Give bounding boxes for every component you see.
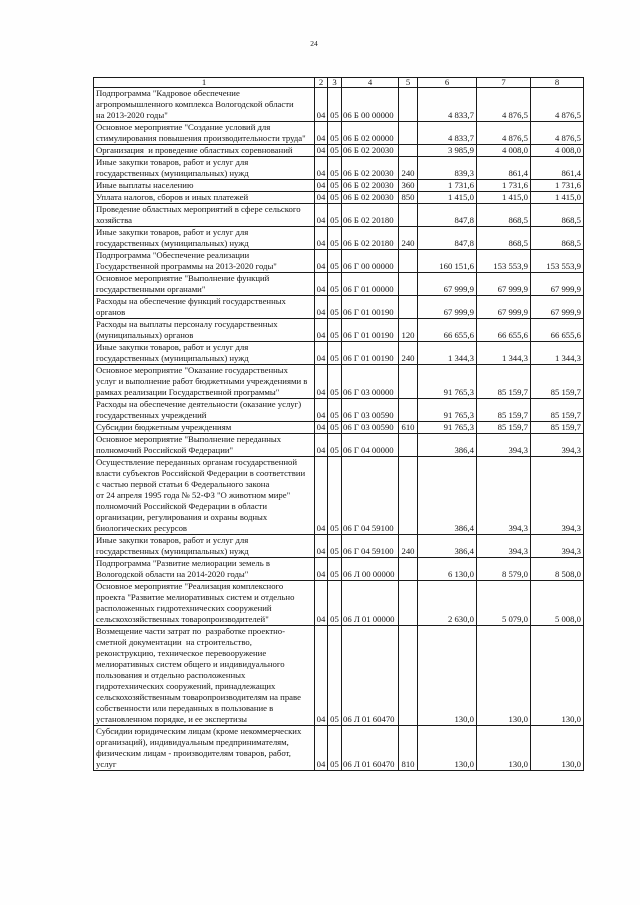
code-cell: 06 Б 02 20030 [342,192,399,204]
description-cell: Основное мероприятие "Выполнение переданных полномочий Российской Федерации" [94,434,315,457]
column-number-header: 6 [418,78,477,88]
code-cell: 05 [328,558,342,581]
table-row [94,434,584,457]
column-number-header: 7 [477,78,531,88]
description-cell: Субсидии юридическим лицам (кроме некоммерческих организаций), индивидуальным предпринимателям, физическим лицам - производителям товаров, работ, услуг [94,726,315,771]
description-cell: Организация и проведение областных соревнований [94,145,315,157]
table-row [94,558,584,581]
amount-cell: 394,3 [477,457,531,535]
table-row [94,145,584,157]
amount-cell: 4 876,5 [531,88,584,122]
amount-cell: 85 159,7 [531,422,584,434]
amount-cell: 8 508,0 [531,558,584,581]
amount-cell: 1 415,0 [418,192,477,204]
description-cell: Иные выплаты населению [94,180,315,192]
amount-cell: 91 765,3 [418,399,477,422]
description-cell: Основное мероприятие "Создание условий для стимулирования повышения производительности труда" [94,122,315,145]
table-row [94,122,584,145]
code-cell [399,250,418,273]
code-cell: 04 [315,434,328,457]
amount-cell: 847,8 [418,204,477,227]
amount-cell: 394,3 [531,535,584,558]
code-cell: 04 [315,157,328,180]
amount-cell: 868,5 [531,227,584,250]
amount-cell: 394,3 [531,457,584,535]
amount-cell: 85 159,7 [531,399,584,422]
code-cell: 06 Г 03 00590 [342,422,399,434]
table-row [94,250,584,273]
code-cell: 04 [315,88,328,122]
code-cell [399,558,418,581]
amount-cell: 66 655,6 [418,319,477,342]
amount-cell: 868,5 [477,204,531,227]
code-cell: 06 Б 02 00000 [342,122,399,145]
amount-cell: 85 159,7 [477,399,531,422]
code-cell: 05 [328,434,342,457]
code-cell: 04 [315,145,328,157]
code-cell: 05 [328,319,342,342]
code-cell: 06 Л 00 00000 [342,558,399,581]
code-cell: 06 Г 01 00190 [342,296,399,319]
table-row [94,227,584,250]
code-cell: 06 Г 00 00000 [342,250,399,273]
amount-cell: 67 999,9 [477,296,531,319]
code-cell: 240 [399,227,418,250]
amount-cell: 1 415,0 [531,192,584,204]
code-cell: 05 [328,457,342,535]
amount-cell: 4 876,5 [531,122,584,145]
amount-cell: 91 765,3 [418,365,477,399]
code-cell: 06 Б 00 00000 [342,88,399,122]
table-row [94,581,584,626]
code-cell [399,145,418,157]
code-cell: 04 [315,192,328,204]
code-cell [399,88,418,122]
amount-cell: 85 159,7 [477,422,531,434]
column-number-header: 2 [315,78,328,88]
column-number-header: 1 [94,78,315,88]
code-cell: 240 [399,535,418,558]
budget-table [93,77,584,771]
amount-cell: 130,0 [531,726,584,771]
code-cell: 04 [315,558,328,581]
amount-cell: 839,3 [418,157,477,180]
code-cell: 06 Г 03 00590 [342,399,399,422]
code-cell: 05 [328,726,342,771]
description-cell: Субсидии бюджетным учреждениям [94,422,315,434]
amount-cell: 868,5 [531,204,584,227]
code-cell: 120 [399,319,418,342]
amount-cell: 1 731,6 [477,180,531,192]
code-cell: 05 [328,180,342,192]
column-number-header: 5 [399,78,418,88]
code-cell: 05 [328,192,342,204]
code-cell: 05 [328,145,342,157]
amount-cell: 66 655,6 [531,319,584,342]
code-cell: 05 [328,581,342,626]
code-cell: 06 Л 01 00000 [342,581,399,626]
amount-cell: 5 079,0 [477,581,531,626]
table-row [94,726,584,771]
column-number-header: 3 [328,78,342,88]
amount-cell: 4 008,0 [477,145,531,157]
description-cell: Подпрограмма "Развитие мелиорации земель в Вологодской области на 2014-2020 годы" [94,558,315,581]
code-cell: 06 Г 04 59100 [342,457,399,535]
amount-cell: 1 344,3 [418,342,477,365]
code-cell: 05 [328,422,342,434]
code-cell: 04 [315,319,328,342]
amount-cell: 130,0 [418,626,477,726]
code-cell: 06 Г 04 59100 [342,535,399,558]
amount-cell: 386,4 [418,535,477,558]
code-cell: 06 Г 01 00190 [342,342,399,365]
amount-cell: 4 008,0 [531,145,584,157]
code-cell: 05 [328,157,342,180]
table-row [94,626,584,726]
code-cell: 810 [399,726,418,771]
code-cell: 850 [399,192,418,204]
code-cell [399,457,418,535]
description-cell: Иные закупки товаров, работ и услуг для государственных (муниципальных) нужд [94,535,315,558]
table-row [94,535,584,558]
code-cell: 06 Б 02 20030 [342,180,399,192]
code-cell: 04 [315,180,328,192]
amount-cell: 130,0 [531,626,584,726]
code-cell [399,399,418,422]
table-row [94,192,584,204]
code-cell [399,434,418,457]
code-cell: 04 [315,726,328,771]
table-row [94,180,584,192]
table-row [94,273,584,296]
code-cell [399,296,418,319]
amount-cell: 91 765,3 [418,422,477,434]
amount-cell: 386,4 [418,434,477,457]
code-cell: 240 [399,157,418,180]
table-row [94,365,584,399]
amount-cell: 67 999,9 [531,296,584,319]
code-cell: 05 [328,88,342,122]
description-cell: Иные закупки товаров, работ и услуг для государственных (муниципальных) нужд [94,227,315,250]
code-cell: 05 [328,122,342,145]
description-cell: Основное мероприятие "Реализация комплексного проекта "Развитие мелиоративных систем и отдельно расположенных гидротехнических сооружений сельскохозяйственных товаропроизводителей" [94,581,315,626]
code-cell: 06 Г 01 00190 [342,319,399,342]
amount-cell: 2 630,0 [418,581,477,626]
code-cell: 05 [328,273,342,296]
code-cell: 04 [315,296,328,319]
amount-cell: 1 344,3 [531,342,584,365]
amount-cell: 394,3 [477,535,531,558]
code-cell [399,204,418,227]
description-cell: Расходы на обеспечение функций государственных органов [94,296,315,319]
code-cell [399,626,418,726]
code-cell: 04 [315,204,328,227]
code-cell: 05 [328,250,342,273]
amount-cell: 394,3 [477,434,531,457]
description-cell: Расходы на обеспечение деятельности (оказание услуг) государственных учреждений [94,399,315,422]
code-cell: 06 Б 02 20180 [342,227,399,250]
description-cell: Основное мероприятие "Выполнение функций государственными органами" [94,273,315,296]
code-cell: 04 [315,365,328,399]
code-cell: 05 [328,535,342,558]
amount-cell: 6 130,0 [418,558,477,581]
code-cell: 04 [315,273,328,296]
code-cell: 04 [315,250,328,273]
amount-cell: 1 344,3 [477,342,531,365]
amount-cell: 67 999,9 [477,273,531,296]
amount-cell: 4 876,5 [477,122,531,145]
description-cell: Основное мероприятие "Оказание государственных услуг и выполнение работ бюджетными учреждениями в рамках реализации Государственной программы" [94,365,315,399]
amount-cell: 66 655,6 [477,319,531,342]
code-cell [399,365,418,399]
code-cell: 05 [328,296,342,319]
amount-cell: 4 876,5 [477,88,531,122]
description-cell: Проведение областных мероприятий в сфере сельского хозяйства [94,204,315,227]
table-row [94,204,584,227]
code-cell: 05 [328,399,342,422]
column-number-header: 8 [531,78,584,88]
amount-cell: 130,0 [477,626,531,726]
amount-cell: 4 833,7 [418,122,477,145]
code-cell: 05 [328,365,342,399]
amount-cell: 67 999,9 [418,296,477,319]
code-cell: 04 [315,399,328,422]
amount-cell: 8 579,0 [477,558,531,581]
description-cell: Уплата налогов, сборов и иных платежей [94,192,315,204]
table-row [94,457,584,535]
code-cell: 06 Г 01 00000 [342,273,399,296]
amount-cell: 1 415,0 [477,192,531,204]
code-cell: 240 [399,342,418,365]
code-cell: 04 [315,122,328,145]
table-row [94,88,584,122]
table-row [94,296,584,319]
amount-cell: 394,3 [531,434,584,457]
code-cell: 05 [328,204,342,227]
code-cell: 04 [315,535,328,558]
code-cell: 04 [315,457,328,535]
code-cell: 06 Г 03 00000 [342,365,399,399]
table-row [94,422,584,434]
table-row [94,342,584,365]
code-cell: 06 Б 02 20180 [342,204,399,227]
code-cell: 360 [399,180,418,192]
description-cell: Иные закупки товаров, работ и услуг для государственных (муниципальных) нужд [94,342,315,365]
code-cell [399,581,418,626]
code-cell [399,122,418,145]
code-cell: 04 [315,342,328,365]
amount-cell: 4 833,7 [418,88,477,122]
table-header [94,78,584,88]
code-cell: 05 [328,626,342,726]
column-number-row [94,78,584,88]
code-cell: 610 [399,422,418,434]
description-cell: Возмещение части затрат по разработке проектно- сметной документации на строительство, реконструкцию, техническое перевооружение мелиоративных систем общего и индивидуального пользования и отдельно расположенных гидротехнических сооружений, принадлежащих сельскохозяйственным товаропроизводителям на праве собственности или переданных в пользование в установленном порядке, и ее экспертизы [94,626,315,726]
code-cell: 04 [315,626,328,726]
code-cell [399,273,418,296]
code-cell: 06 Б 02 20030 [342,157,399,180]
code-cell: 06 Б 02 20030 [342,145,399,157]
code-cell: 05 [328,342,342,365]
amount-cell: 868,5 [477,227,531,250]
code-cell: 05 [328,227,342,250]
amount-cell: 153 553,9 [477,250,531,273]
table-row [94,157,584,180]
amount-cell: 861,4 [531,157,584,180]
amount-cell: 847,8 [418,227,477,250]
amount-cell: 160 151,6 [418,250,477,273]
amount-cell: 67 999,9 [531,273,584,296]
page-number: 24 [310,39,318,48]
table-row [94,399,584,422]
amount-cell: 386,4 [418,457,477,535]
description-cell: Осуществление переданных органам государственной власти субъектов Российской Федерации в соответствии с частью первой статьи 6 Федерального закона от 24 апреля 1995 года № 52-ФЗ "О животном мире" полномочий Российской Федерации в области организации, регулирования и охраны водных биологических ресурсов [94,457,315,535]
amount-cell: 153 553,9 [531,250,584,273]
code-cell: 06 Л 01 60470 [342,626,399,726]
amount-cell: 130,0 [418,726,477,771]
amount-cell: 1 731,6 [531,180,584,192]
amount-cell: 5 008,0 [531,581,584,626]
table-body [94,88,584,771]
amount-cell: 85 159,7 [477,365,531,399]
description-cell: Подпрограмма "Кадровое обеспечение агропромышленного комплекса Вологодской области на 2013-2020 годы" [94,88,315,122]
amount-cell: 3 985,9 [418,145,477,157]
code-cell: 04 [315,422,328,434]
table-row [94,319,584,342]
amount-cell: 130,0 [477,726,531,771]
code-cell: 04 [315,227,328,250]
column-number-header: 4 [342,78,399,88]
amount-cell: 67 999,9 [418,273,477,296]
amount-cell: 85 159,7 [531,365,584,399]
description-cell: Иные закупки товаров, работ и услуг для государственных (муниципальных) нужд [94,157,315,180]
code-cell: 06 Л 01 60470 [342,726,399,771]
code-cell: 04 [315,581,328,626]
amount-cell: 861,4 [477,157,531,180]
amount-cell: 1 731,6 [418,180,477,192]
description-cell: Подпрограмма "Обеспечение реализации Государственной программы на 2013-2020 годы" [94,250,315,273]
description-cell: Расходы на выплаты персоналу государственных (муниципальных) органов [94,319,315,342]
code-cell: 06 Г 04 00000 [342,434,399,457]
